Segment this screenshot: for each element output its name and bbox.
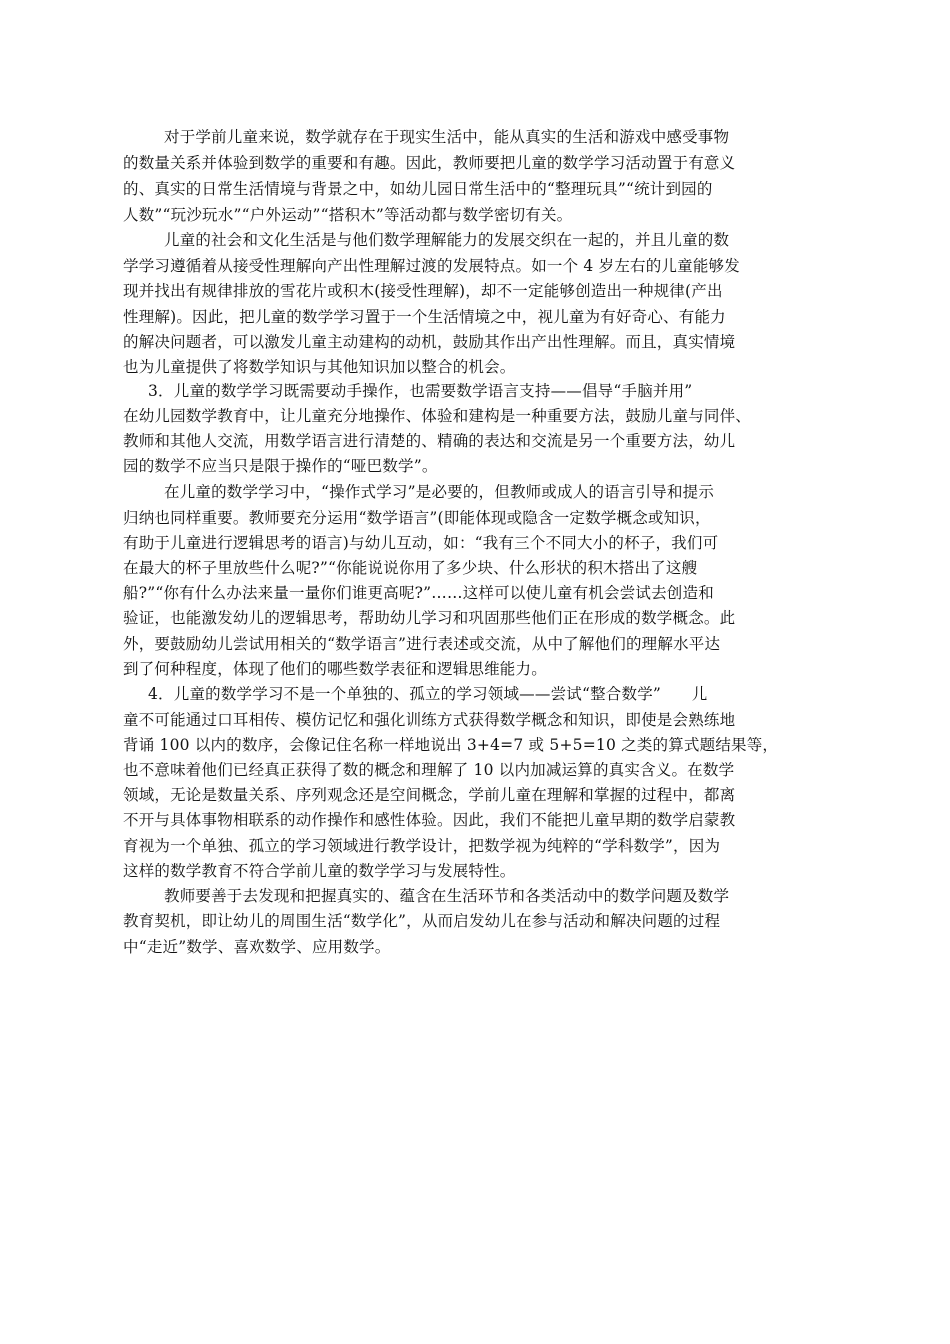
text-line: 中“走近”数学、喜欢数学、应用数学。 — [123, 938, 391, 956]
text-line: 这样的数学教育不符合学前儿童的数学学习与发展特性。 — [123, 862, 516, 880]
text-line: 背诵 100 以内的数序，会像记住名称一样地说出 3+4=7 或 5+5=10 之类的算式题结果等， — [123, 736, 779, 754]
text-line: 也不意味着他们已经真正获得了数的概念和理解了 10 以内加减运算的真实含义。在数学 — [123, 761, 735, 779]
text-line: 性理解)。因此，把儿童的数学学习置于一个生活情境之中，视儿童为有好奇心、有能力 — [123, 308, 726, 326]
text-line: 人数”“玩沙玩水”“户外运动”“搭积木”等活动都与数学密切有关。 — [123, 206, 573, 224]
text-line: 的、真实的日常生活情境与背景之中，如幼儿园日常生活中的“整理玩具”“统计到园的 — [123, 180, 713, 198]
text-line: 教师和其他人交流，用数学语言进行清楚的、精确的表达和交流是另一个重要方法，幼儿 — [123, 432, 736, 450]
text-line: 也为儿童提供了将数学知识与其他知识加以整合的机会。 — [123, 358, 516, 376]
text-line: 对于学前儿童来说，数学就存在于现实生活中，能从真实的生活和游戏中感受事物 — [164, 128, 730, 146]
text-line: 船?”“你有什么办法来量一量你们谁更高呢?”……这样可以使儿童有机会尝试去创造和 — [123, 584, 714, 602]
text-line: 教育契机，即让幼儿的周围生活“数学化”，从而启发幼儿在参与活动和解决问题的过程 — [123, 912, 721, 930]
text-line: 的数量关系并体验到数学的重要和有趣。因此，教师要把儿童的数学学习活动置于有意义 — [123, 154, 736, 172]
text-line: 验证，也能激发幼儿的逻辑思考，帮助幼儿学习和巩固那些他们正在形成的数学概念。此 — [123, 609, 736, 627]
text-line: 不开与具体事物相联系的动作操作和感性体验。因此，我们不能把儿童早期的数学启蒙教 — [123, 811, 736, 829]
text-line: 领域，无论是数量关系、序列观念还是空间概念，学前儿童在理解和掌握的过程中，都离 — [123, 786, 736, 804]
text-line: 到了何种程度，体现了他们的哪些数学表征和逻辑思维能力。 — [123, 660, 547, 678]
text-line: 在幼儿园数学教育中，让儿童充分地操作、体验和建构是一种重要方法，鼓励儿童与同伴、 — [123, 407, 752, 425]
text-line: 在最大的杯子里放些什么呢?”“你能说说你用了多少块、什么形状的积木搭出了这艘 — [123, 559, 698, 577]
text-line: 归纳也同样重要。教师要充分运用“数学语言”(即能体现或隐含一定数学概念或知识， — [123, 509, 711, 527]
text-line: 儿童的社会和文化生活是与他们数学理解能力的发展交织在一起的，并且儿童的数 — [164, 231, 730, 249]
text-line: 育视为一个单独、孤立的学习领域进行教学设计，把数学视为纯粹的“学科数学”，因为 — [123, 837, 721, 855]
text-line: 现并找出有规律排放的雪花片或积木(接受性理解)，却不一定能够创造出一种规律(产出 — [123, 282, 723, 300]
text-line: 的解决问题者，可以激发儿童主动建构的动机，鼓励其作出产出性理解。而且，真实情境 — [123, 333, 736, 351]
section-heading: 4．儿童的数学学习不是一个单独的、孤立的学习领域——尝试“整合数学” 儿 — [148, 685, 708, 703]
section-heading: 3．儿童的数学学习既需要动手操作，也需要数学语言支持——倡导“手脑并用” — [148, 382, 693, 400]
text-line: 园的数学不应当只是限于操作的“哑巴数学”。 — [123, 457, 438, 475]
text-line: 学学习遵循着从接受性理解向产出性理解过渡的发展特点。如一个 4 岁左右的儿童能够发 — [123, 257, 740, 275]
text-line: 有助于儿童进行逻辑思考的语言)与幼儿互动，如：“我有三个不同大小的杯子，我们可 — [123, 534, 719, 552]
text-line: 童不可能通过口耳相传、模仿记忆和强化训练方式获得数学概念和知识，即使是会熟练地 — [123, 711, 736, 729]
text-line: 教师要善于去发现和把握真实的、蕴含在生活环节和各类活动中的数学问题及数学 — [164, 887, 730, 905]
text-line: 外，要鼓励幼儿尝试用相关的“数学语言”进行表述或交流，从中了解他们的理解水平达 — [123, 635, 721, 653]
text-line: 在儿童的数学学习中，“操作式学习”是必要的，但教师或成人的语言引导和提示 — [164, 483, 715, 501]
